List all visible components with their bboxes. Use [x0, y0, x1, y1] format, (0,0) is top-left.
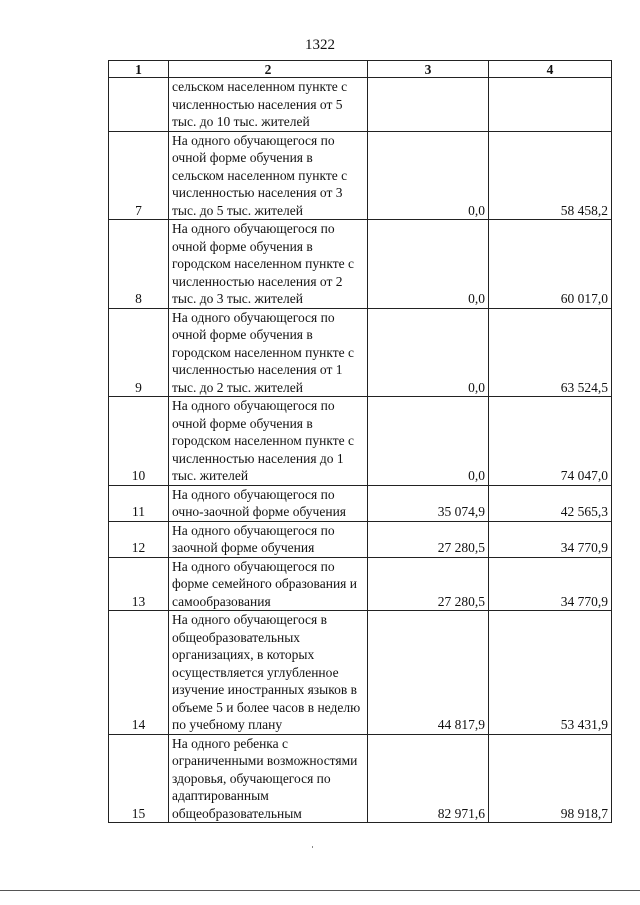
- table-row: [109, 557, 612, 611]
- data-table: [108, 60, 612, 823]
- column-header-3: 3: [368, 61, 489, 78]
- row-description: сельском населенном пункте с численностью населения от 5 тыс. до 10 тыс. жителей: [169, 78, 368, 132]
- table-row: [109, 485, 612, 521]
- row-description: На одного ребенка с ограниченными возможностями здоровья, обучающегося по адаптированным общеобразовательным: [169, 734, 368, 823]
- row-number: 13: [109, 557, 169, 611]
- row-value-col4: 60 017,0: [489, 220, 612, 309]
- table-row: [109, 78, 612, 132]
- table-row: [109, 521, 612, 557]
- row-value-col4: 34 770,9: [489, 557, 612, 611]
- row-value-col4: 58 458,2: [489, 131, 612, 220]
- row-number: 10: [109, 397, 169, 486]
- row-description: На одного обучающегося в общеобразовательных организациях, в которых осуществляется углубленное изучение иностранных языков в объеме 5 и более часов в неделю по учебному плану: [169, 611, 368, 735]
- page-number: 1322: [305, 37, 335, 53]
- row-value-col3: [368, 78, 489, 132]
- row-number: 8: [109, 220, 169, 309]
- row-value-col4: 74 047,0: [489, 397, 612, 486]
- table-row: [109, 734, 612, 823]
- table-row: [109, 308, 612, 397]
- row-value-col3: 27 280,5: [368, 557, 489, 611]
- row-value-col4: 53 431,9: [489, 611, 612, 735]
- row-value-col3: 35 074,9: [368, 485, 489, 521]
- table-header-row: [109, 61, 612, 78]
- row-value-col4: 42 565,3: [489, 485, 612, 521]
- row-number: 15: [109, 734, 169, 823]
- table-row: [109, 611, 612, 735]
- row-number: 14: [109, 611, 169, 735]
- row-value-col3: 0,0: [368, 308, 489, 397]
- row-number: [109, 78, 169, 132]
- row-number: 9: [109, 308, 169, 397]
- row-description: На одного обучающегося по форме семейного образования и самообразования: [169, 557, 368, 611]
- row-description: На одного обучающегося по заочной форме обучения: [169, 521, 368, 557]
- row-value-col3: 0,0: [368, 397, 489, 486]
- row-value-col3: 0,0: [368, 220, 489, 309]
- row-value-col4: 34 770,9: [489, 521, 612, 557]
- row-description: На одного обучающегося по очной форме обучения в городском населенном пункте с численностью населения от 2 тыс. до 3 тыс. жителей: [169, 220, 368, 309]
- row-description: На одного обучающегося по очной форме обучения в городском населенном пункте с численностью населения от 1 тыс. до 2 тыс. жителей: [169, 308, 368, 397]
- table-row: [109, 397, 612, 486]
- column-header-4: 4: [489, 61, 612, 78]
- row-description: На одного обучающегося по очно-заочной форме обучения: [169, 485, 368, 521]
- row-value-col4: 63 524,5: [489, 308, 612, 397]
- column-header-1: 1: [109, 61, 169, 78]
- row-value-col4: 98 918,7: [489, 734, 612, 823]
- scan-artifact: [312, 846, 313, 848]
- row-number: 12: [109, 521, 169, 557]
- row-value-col3: 0,0: [368, 131, 489, 220]
- row-value-col3: 44 817,9: [368, 611, 489, 735]
- table-row: [109, 220, 612, 309]
- page-bottom-rule: [0, 890, 640, 891]
- row-value-col4: [489, 78, 612, 132]
- table-row: [109, 131, 612, 220]
- row-description: На одного обучающегося по очной форме обучения в сельском населенном пункте с численностью населения от 3 тыс. до 5 тыс. жителей: [169, 131, 368, 220]
- row-description: На одного обучающегося по очной форме обучения в городском населенном пункте с численностью населения до 1 тыс. жителей: [169, 397, 368, 486]
- row-value-col3: 82 971,6: [368, 734, 489, 823]
- row-number: 7: [109, 131, 169, 220]
- row-number: 11: [109, 485, 169, 521]
- row-value-col3: 27 280,5: [368, 521, 489, 557]
- column-header-2: 2: [169, 61, 368, 78]
